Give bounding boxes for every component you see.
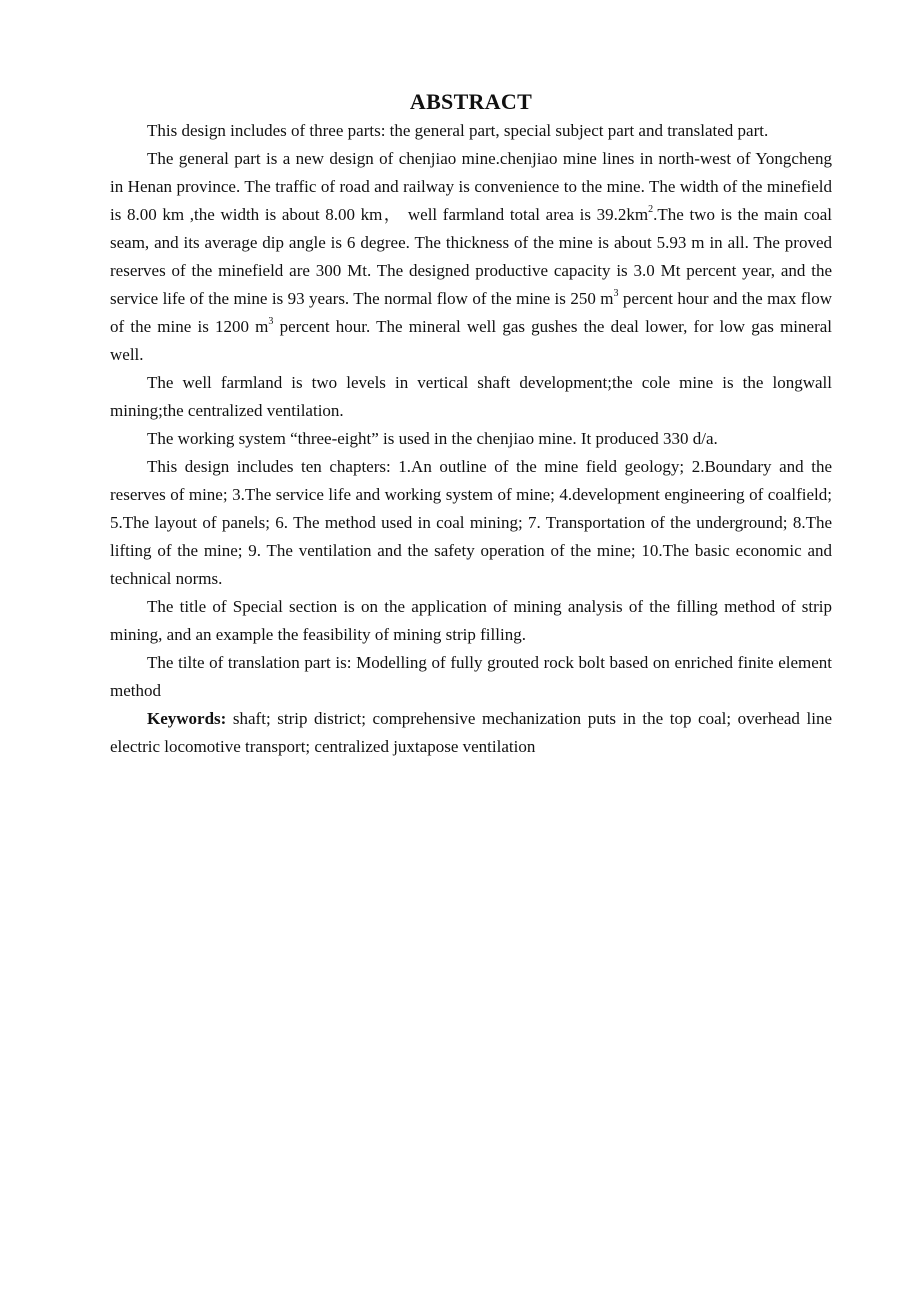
paragraph-overview: This design includes of three parts: the general part, special subject part and translated part.: [147, 121, 769, 140]
superscript-flow-normal: 3: [613, 288, 619, 300]
general-part-text-a: The general part is a new design of chenjiao mine.chenjiao mine lines in north-west of Yongcheng in Henan province. The traffic of road and railway is convenience to the mine. The width of the minefield is 8.00 km ,the width is about 8.00 km， well farmland total area is 39.2km: [110, 149, 832, 224]
general-part-text-c: percent hour and the max flow of the mine is 1200 m: [110, 289, 832, 336]
general-part-text-b: .The two is the main coal seam, and its average dip angle is 6 degree. The thickness of the mine is about 5.93 m in all. The proved reserves of the minefield are 300 Mt. The designed productive capacity is 3.0 Mt percent year, and the service life of the mine is 93 years. The normal flow of the mine is 250 m: [110, 205, 833, 308]
keywords-text: shaft; strip district; comprehensive mechanization puts in the top coal; overhead line electric locomotive transport; centralized juxtapose ventilation: [110, 709, 832, 756]
paragraph-general-part: [110, 145, 832, 369]
paragraph-keywords: [110, 705, 832, 761]
paragraph-special-section: The title of Special section is on the application of mining analysis of the filling method of strip mining, and an example the feasibility of mining strip filling.: [110, 597, 832, 644]
keywords-label: Keywords:: [147, 709, 227, 728]
superscript-area: 2: [648, 204, 654, 216]
paragraph-development: The well farmland is two levels in vertical shaft development;the cole mine is the longwall mining;the centralized ventilation.: [110, 373, 832, 420]
abstract-title: ABSTRACT: [409, 89, 533, 114]
superscript-flow-max: 3: [268, 316, 274, 328]
document-page: [110, 87, 832, 761]
paragraph-chapters: This design includes ten chapters: 1.An outline of the mine field geology; 2.Boundary and the reserves of mine; 3.The service life and working system of mine; 4.development engineering of coalfield; 5.The layout of panels; 6. The method used in coal mining; 7. Transportation of the underground; 8.The lifting of the mine; 9. The ventilation and the safety operation of the mine; 10.The basic economic and technical norms.: [110, 457, 832, 588]
paragraph-working-system: The working system “three-eight” is used in the chenjiao mine. It produced 330 d/a.: [147, 429, 718, 448]
general-part-text-d: percent hour. The mineral well gas gushes the deal lower, for low gas mineral well.: [110, 317, 832, 364]
paragraph-translation-part: The tilte of translation part is: Modelling of fully grouted rock bolt based on enriched finite element method: [110, 653, 832, 700]
